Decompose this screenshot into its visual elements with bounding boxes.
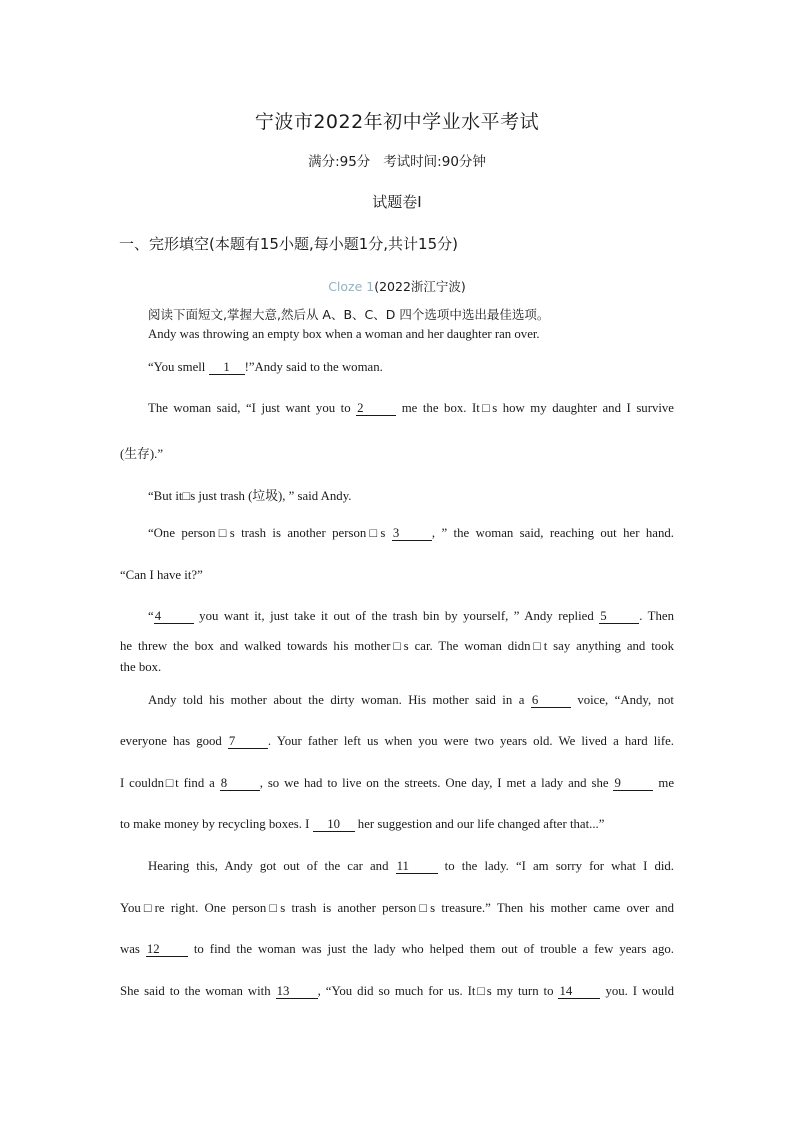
text-run: “One person□s trash is another person□s: [148, 526, 392, 540]
passage-line: [148, 859, 674, 874]
instruction: 阅读下面短文,掌握大意,然后从 A、B、C、D 四个选项中选出最佳选项。: [148, 307, 550, 322]
blank-6: 6: [531, 694, 571, 708]
passage-line: (生存).”: [120, 447, 163, 461]
text-run: . Your father left us when you were two years old. We lived a hard life.: [267, 734, 674, 748]
text-run: She said to the woman with: [120, 984, 276, 998]
exam-time: 考试时间:90分钟: [383, 154, 486, 170]
passage-line: Andy was throwing an empty box when a woman and her daughter ran over.: [148, 327, 540, 341]
text-run: “You smell: [148, 360, 209, 374]
text-run: you. I would: [600, 984, 675, 998]
passage-line: “Can I have it?”: [120, 568, 203, 582]
blank-10: 10: [313, 818, 355, 832]
cloze-link[interactable]: Cloze 1: [328, 279, 375, 294]
blank-4: 4: [154, 610, 194, 624]
passage-line: [120, 817, 604, 832]
text-run: to make money by recycling boxes. I: [120, 817, 313, 831]
text-run: you want it, just take it out of the trash bin by yourself, ” Andy replied: [193, 609, 600, 623]
text-run: me: [653, 776, 674, 790]
passage-line: [120, 942, 674, 957]
exam-title: 宁波市2022年初中学业水平考试: [254, 111, 540, 133]
blank-11: 11: [396, 860, 438, 874]
text-run: I couldn□t find a: [120, 776, 220, 790]
text-run: to the lady. “I am sorry for what I did.: [437, 859, 674, 873]
passage-line: You□re right. One person□s trash is another person□s treasure.” Then his mother came over and: [120, 901, 674, 915]
text-run: “: [148, 609, 154, 623]
text-run: voice, “Andy, not: [570, 693, 674, 707]
blank-13: 13: [276, 985, 318, 999]
paper-label: 试题卷Ⅰ: [372, 193, 422, 211]
passage-line: [120, 734, 674, 749]
passage-line: [148, 526, 674, 541]
text-run: , so we had to live on the streets. One day, I met a lady and she: [259, 776, 614, 790]
text-run: !”Andy said to the woman.: [244, 360, 383, 374]
blank-14: 14: [558, 985, 600, 999]
passage-line: [148, 609, 674, 624]
text-run: , ” the woman said, reaching out her hand.: [431, 526, 674, 540]
passage-line: the box.: [120, 660, 162, 674]
blank-8: 8: [220, 777, 260, 791]
text-run: , “You did so much for us. It□s my turn to: [317, 984, 559, 998]
text-run: was: [120, 942, 146, 956]
text-run: Andy told his mother about the dirty woman. His mother said in a: [148, 693, 531, 707]
text-run: Hearing this, Andy got out of the car and: [148, 859, 396, 873]
passage-line: [120, 776, 674, 791]
text-run: everyone has good: [120, 734, 228, 748]
blank-7: 7: [228, 735, 268, 749]
blank-12: 12: [146, 943, 188, 957]
text-run: . Then: [639, 609, 674, 623]
section-heading: 一、完形填空(本题有15小题,每小题1分,共计15分): [119, 235, 458, 253]
passage-line: he threw the box and walked towards his mother□s car. The woman didn□t say anything and took: [120, 639, 674, 653]
text-run: me the box. It□s how my daughter and I survive: [396, 401, 674, 415]
passage-line: [148, 693, 674, 708]
full-score: 满分:95分: [308, 154, 371, 170]
text-run: The woman said, “I just want you to: [148, 401, 357, 415]
cloze-tag: [0, 277, 794, 295]
cloze-source: (2022浙江宁波): [374, 279, 466, 294]
blank-1: 1: [209, 361, 245, 375]
passage-line: “But it□s just trash (垃圾), ” said Andy.: [148, 489, 352, 503]
exam-meta: [0, 150, 794, 170]
blank-2: 2: [356, 402, 396, 416]
passage-line: [120, 984, 674, 999]
passage-line: [148, 401, 674, 416]
blank-9: 9: [613, 777, 653, 791]
passage-line: [148, 360, 383, 375]
text-run: her suggestion and our life changed after that...”: [354, 817, 605, 831]
blank-3: 3: [392, 527, 432, 541]
blank-5: 5: [599, 610, 639, 624]
text-run: to find the woman was just the lady who helped them out of trouble a few years ago.: [187, 942, 674, 956]
